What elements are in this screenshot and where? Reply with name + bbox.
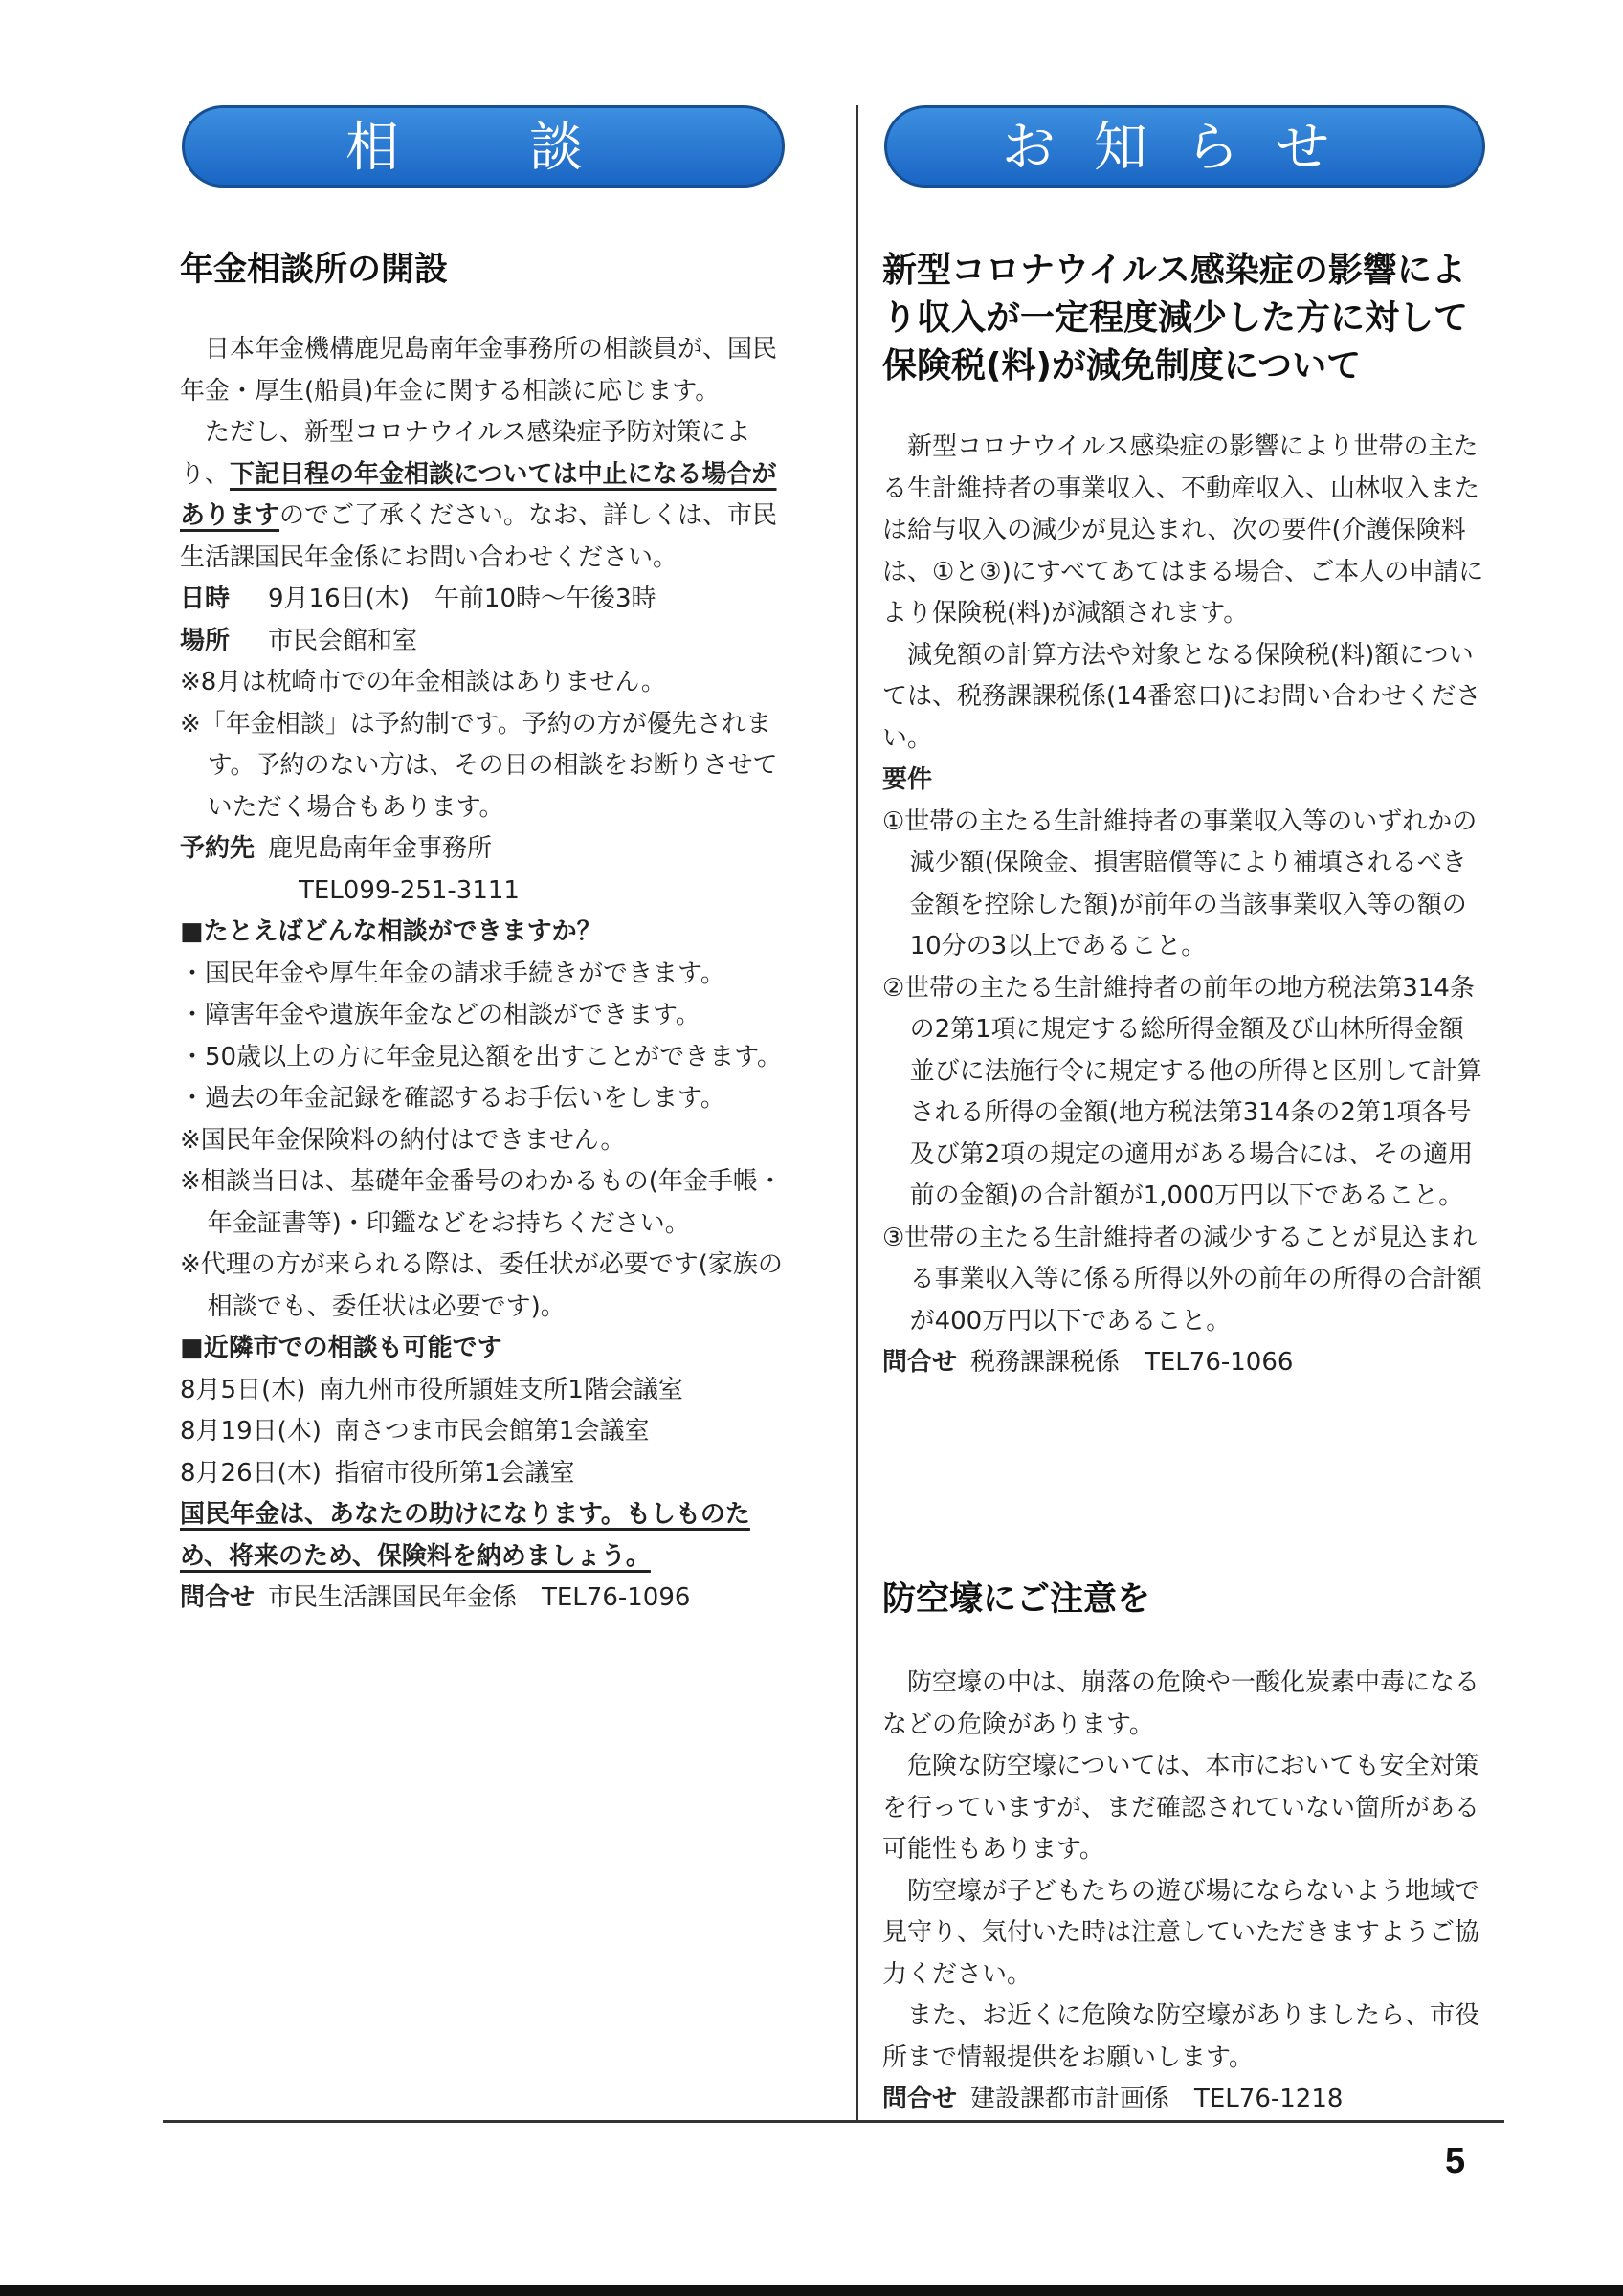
date-line: 日時 9月16日(木) 午前10時～午後3時 [180,585,656,613]
banner-notices: お知らせ [884,105,1485,188]
example-item: ・国民年金や厚生年金の請求手続きができます。 [180,959,725,988]
pension-consultation-title: 年金相談所の開設 [180,251,449,289]
note-reservation: ※「年金相談」は予約制です。予約の方が優先されます。予約のない方は、その日の相談をお断りさせていただく場合もあります。 [180,709,778,822]
example-item: ・50歳以上の方に年金見込額を出すことができます。 [180,1042,783,1071]
tax-contact-line: 問合せ 税務課課税係 TEL76-1066 [882,1348,1294,1377]
pension-consultation-body [180,329,789,1620]
note-payment: ※国民年金保険料の納付はできません。 [180,1125,626,1155]
tax-reduction-title: 新型コロナウイルス感染症の影響により収入が一定程度減少した方に対して保険税(料)が減免制度について [882,251,1469,386]
nearby-item: 8月26日(木) 指宿市役所第1会議室 [180,1458,575,1488]
requirement-3: ③世帯の主たる生計維持者の減少することが見込まれる事業収入等に係る所得以外の前年の所得の合計額が400万円以下であること。 [882,1223,1482,1336]
scan-edge [0,2285,1623,2296]
banner-consultation: 相 談 [182,105,785,188]
tax-paragraph-1: 新型コロナウイルス感染症の影響により世帯の主たる生計維持者の事業収入、不動産収入、山林収入または給与収入の減少が見込まれ、次の要件(介護保険料は、①と③)にすべてあてはまる場合、ご本人の申請により保険税(料)が減額されます。 [882,432,1484,628]
intro-paragraph-2: ただし、新型コロナウイルス感染症予防対策により、下記日程の年金相談については中止になる場合がありますのでご了承ください。なお、詳しくは、市民生活課国民年金係にお問い合わせください。 [180,418,778,572]
requirement-2: ②世帯の主たる生計維持者の前年の地方税法第314条の2第1項に規定する総所得金額及び山林所得金額並びに法施行令に規定する他の所得と区別して計算される所得の金額(地方税法第314条の2第1項各号及び第2項の規定の適用がある場合には、その適用前の金額)の合計額が1,000万円以下であること。 [882,973,1482,1210]
shelter-paragraph-3: 防空壕が子どもたちの遊び場にならないよう地域で見守り、気付いた時は注意していただきますようご協力ください。 [882,1876,1480,1989]
tax-reduction-body [882,427,1487,1384]
place-line: 場所 市民会館和室 [180,626,418,655]
air-raid-shelter-title: 防空壕にご注意を [882,1580,1151,1619]
nearby-item: 8月5日(木) 南九州市役所頴娃支所1階会議室 [180,1375,683,1404]
tax-paragraph-2: 減免額の計算方法や対象となる保険税(料)額については、税務課課税係(14番窓口)にお問い合わせください。 [882,640,1481,753]
shelter-paragraph-1: 防空壕の中は、崩落の危険や一酸化炭素中毒になるなどの危険があります。 [882,1668,1480,1739]
reservation-tel: TEL099-251-3111 [299,875,520,905]
example-item: ・過去の年金記録を確認するお手伝いをします。 [180,1084,725,1113]
reservation-line: 予約先 鹿児島南年金事務所 [180,834,493,863]
nearby-item: 8月19日(木) 南さつま市民会館第1会議室 [180,1417,650,1446]
requirement-1: ①世帯の主たる生計維持者の事業収入等のいずれかの減少額(保険金、損害賠償等により補填されるべき金額を控除した額)が前年の当該事業収入等の額の10分の3以上であること。 [882,806,1478,960]
closing-message: 国民年金は、あなたの助けになります。もしものため、将来のため、保険料を納めましょう。 [180,1500,750,1571]
page-number: 5 [1445,2141,1466,2181]
column-divider [856,105,858,2122]
shelter-contact-line: 問合せ 建設課都市計画係 TEL76-1218 [882,2085,1344,2113]
intro-paragraph-1: 日本年金機構鹿児島南年金事務所の相談員が、国民年金・厚生(船員)年金に関する相談に応じます。 [180,335,778,406]
contact-line: 問合せ 市民生活課国民年金係 TEL76-1096 [180,1583,691,1612]
note-august: ※8月は枕崎市での年金相談はありません。 [180,668,666,696]
shelter-paragraph-4: また、お近くに危険な防空壕がありましたら、市役所まで情報提供をお願いします。 [882,2001,1480,2072]
cancellation-notice: 下記日程の年金相談については中止になる場合があります [180,459,777,530]
examples-heading: ■たとえばどんな相談ができますか？ [180,917,602,946]
example-item: ・障害年金や遺族年金などの相談ができます。 [180,1001,700,1029]
shelter-paragraph-2: 危険な防空壕については、本市においても安全対策を行っていますが、まだ確認されていない箇所がある可能性もあります。 [882,1752,1480,1864]
requirements-label: 要件 [882,765,933,794]
nearby-heading: ■近隣市での相談も可能です [180,1334,502,1362]
air-raid-shelter-body [882,1663,1487,2121]
note-proxy: ※代理の方が来られる際は、委任状が必要です(家族の相談でも、委任状は必要です)。 [180,1250,783,1321]
note-bring: ※相談当日は、基礎年金番号のわかるもの(年金手帳・年金証書等)・印鑑などをお持ちください。 [180,1167,783,1238]
